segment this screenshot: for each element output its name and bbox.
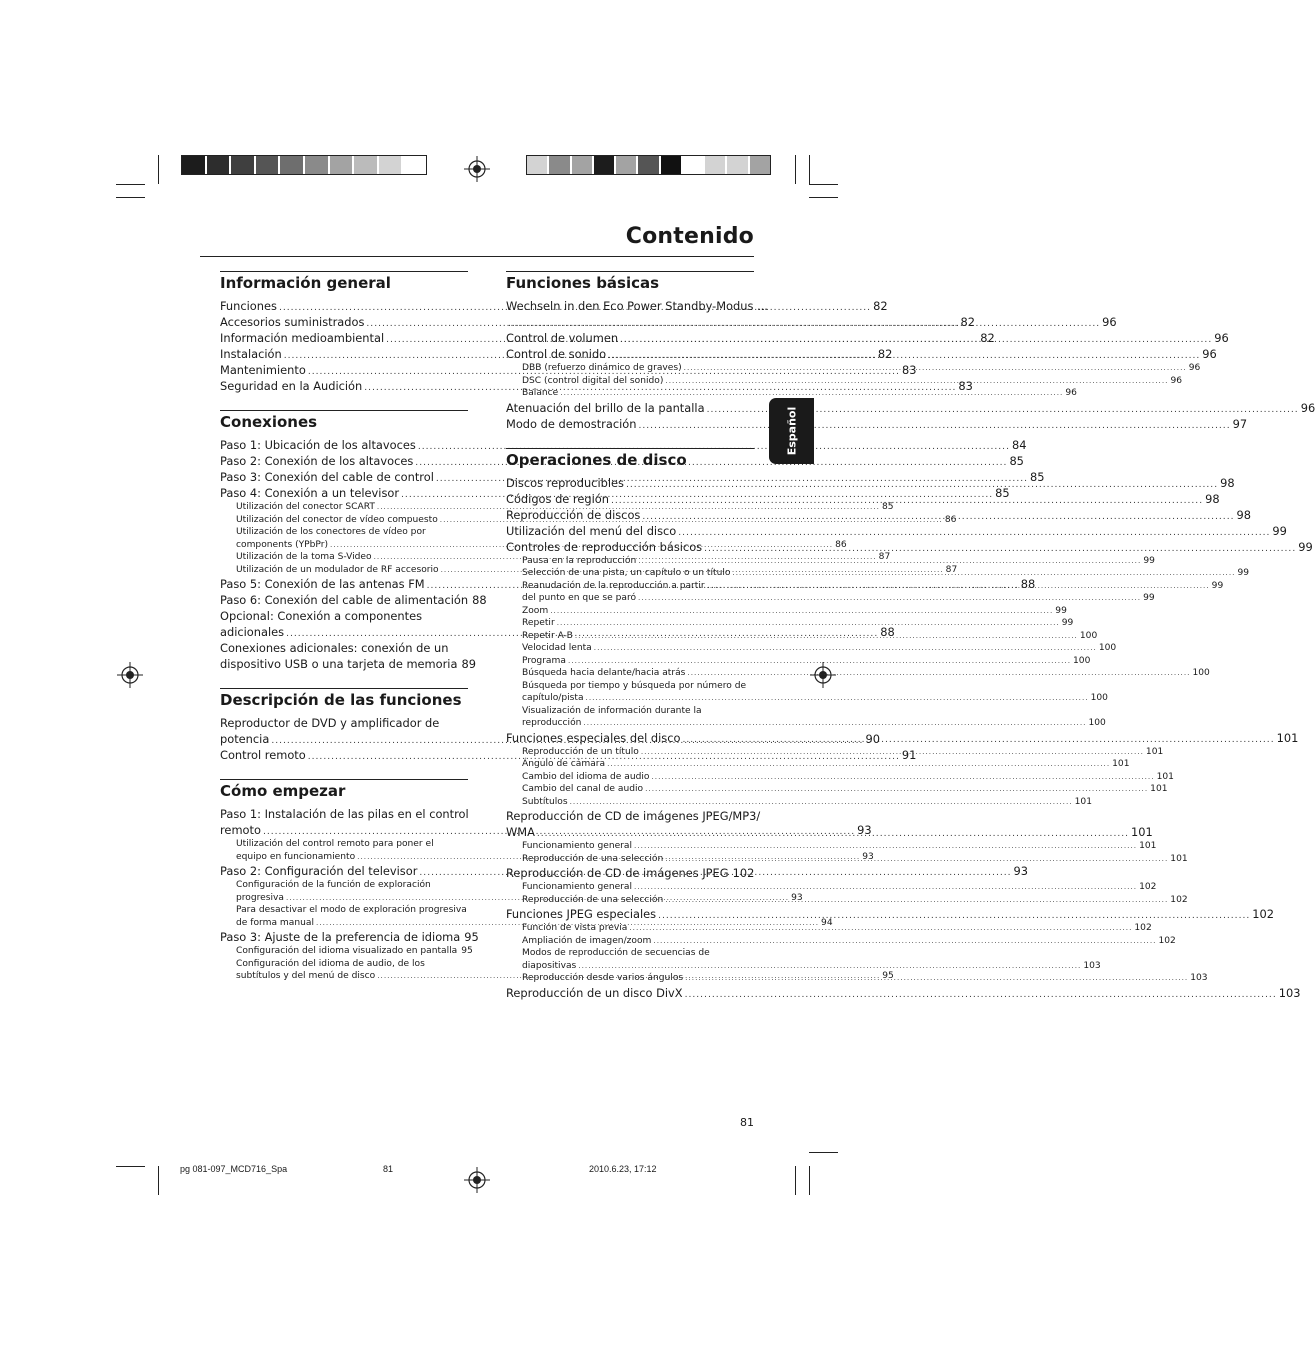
color-swatch <box>638 156 660 174</box>
toc-entry-page: 103 <box>1190 973 1208 983</box>
toc-entry-page: 99 <box>1298 539 1313 554</box>
toc-entry-text: Modos de reproducción de secuencias de <box>522 948 710 958</box>
toc-entry-text: Visualización de información durante la <box>522 705 702 716</box>
toc-entry-text: Velocidad lenta <box>522 643 592 653</box>
toc-entry-page: 101 <box>1139 841 1157 851</box>
toc-entry-page: 84 <box>1011 438 1027 452</box>
toc-entry-text: Balance <box>522 388 559 398</box>
toc-entry[interactable] <box>220 526 468 539</box>
toc-entry-page: 99 <box>1061 618 1074 628</box>
dot-leader <box>578 960 1081 973</box>
toc-entry-text: Paso 2: Configuración del televisor <box>220 864 418 878</box>
toc-entry-page: 101 <box>1131 825 1153 839</box>
toc-entry[interactable] <box>506 906 1275 922</box>
toc-entry-text: Control de sonido <box>506 347 607 361</box>
crop-mark <box>158 1166 159 1195</box>
toc-entry-text: Paso 3: Ajuste de la preferencia de idioma <box>220 930 461 944</box>
toc-entry-text: Ángulo de cámara <box>522 759 606 769</box>
toc-entry-page: 103 <box>1278 985 1301 1000</box>
toc-entry[interactable] <box>506 771 1174 784</box>
toc-entry-text: de forma manual <box>236 917 314 928</box>
dot-leader <box>629 922 1132 935</box>
dot-leader <box>645 783 1148 796</box>
dot-leader <box>550 605 1053 618</box>
color-calibration-bar-left <box>181 155 427 175</box>
dot-leader <box>665 375 1168 388</box>
dot-leader <box>687 667 1190 680</box>
dot-leader <box>557 617 1060 630</box>
color-swatch <box>403 156 426 174</box>
toc-entry-text: Utilización del conector de vídeo compuesto <box>236 514 438 525</box>
toc-entry[interactable] <box>220 656 476 672</box>
color-swatch <box>549 156 571 174</box>
toc-entry-page: 89 <box>461 657 476 671</box>
color-swatch <box>231 156 256 174</box>
toc-entry-text: Códigos de región <box>506 491 609 506</box>
language-tab-label: Español <box>785 406 798 456</box>
dot-leader <box>575 630 1078 643</box>
toc-entry-text: Mantenimiento <box>220 363 306 377</box>
toc-entry-text: Funcionamiento general <box>522 841 633 851</box>
color-swatch <box>527 156 549 174</box>
toc-entry-page: 101 <box>1156 771 1174 782</box>
toc-entry-text: Para desactivar el modo de exploración progresiva <box>236 905 467 915</box>
toc-entry-page: 102 <box>732 866 755 880</box>
toc-entry-text: Búsqueda hacia delante/hacia atrás <box>522 668 686 678</box>
toc-entry-page: 101 <box>1170 853 1188 864</box>
toc-entry[interactable] <box>220 958 468 971</box>
toc-entry-text: Instalación <box>220 347 282 361</box>
color-swatch <box>305 156 330 174</box>
toc-entry-text: Modo de demostración <box>506 416 637 431</box>
toc-entry-page: 83 <box>901 363 917 377</box>
toc-entry-text: Reproducción de discos <box>506 507 641 522</box>
toc-entry[interactable] <box>506 667 1210 680</box>
toc-entry[interactable] <box>506 796 1092 809</box>
toc-entry-page: 82 <box>873 299 888 313</box>
toc-entry[interactable] <box>220 879 468 892</box>
page-title: Contenido <box>625 224 754 249</box>
toc-entry-page: 96 <box>1102 315 1117 329</box>
toc-entry-text: Reanudación de la reproducción a partir <box>522 580 705 591</box>
toc-entry-text: diapositivas <box>522 960 577 971</box>
toc-entry-page: 87 <box>878 552 891 562</box>
footer-page: 81 <box>383 1164 394 1174</box>
toc-entry-page: 96 <box>1170 375 1183 386</box>
toc-entry-text: Conexiones adicionales: conexión de un <box>220 641 449 655</box>
color-swatch <box>750 156 770 174</box>
toc-entry[interactable] <box>220 314 976 330</box>
toc-entry-text: Búsqueda por tiempo y búsqueda por número de <box>522 680 747 691</box>
toc-entry[interactable] <box>506 642 1117 655</box>
page-number: 81 <box>740 1116 754 1129</box>
toc-entry-page: 103 <box>1083 960 1101 971</box>
toc-entry-text: Selección de una pista, un capítulo o un título <box>522 568 731 578</box>
dot-leader <box>652 771 1155 784</box>
toc-entry[interactable] <box>506 758 1130 771</box>
toc-entry-text: Paso 3: Conexión del cable de control <box>220 470 434 484</box>
toc-entry[interactable] <box>220 945 473 958</box>
toc-entry[interactable] <box>506 783 1168 796</box>
dot-leader <box>684 362 1187 375</box>
dot-leader <box>583 717 1086 730</box>
toc-entry-page: 101 <box>1150 784 1168 794</box>
toc-entry[interactable] <box>220 501 894 514</box>
toc-entry-page: 96 <box>1300 400 1315 415</box>
footer-timestamp: 2010.6.23, 17:12 <box>589 1164 657 1174</box>
toc-entry-page: 93 <box>1013 864 1029 878</box>
toc-entry-page: 85 <box>1030 470 1045 484</box>
footer-file-name: pg 081-097_MCD716_Spa <box>180 1164 288 1174</box>
toc-entry-page: 100 <box>1073 655 1091 666</box>
color-swatch <box>182 156 207 174</box>
toc-entry-text: Reproducción de CD de imágenes JPEG <box>506 866 729 880</box>
toc-entry-page: 96 <box>1188 363 1201 373</box>
toc-entry-page: 99 <box>1055 605 1067 616</box>
toc-entry-text: Seguridad en la Audición <box>220 379 363 393</box>
toc-entry-text: Wechseln in den Eco Power Standby-Modus ... <box>506 299 768 313</box>
toc-entry[interactable] <box>506 881 1157 894</box>
toc-entry[interactable] <box>506 655 1091 668</box>
toc-entry-text: Paso 4: Conexión a un televisor <box>220 486 400 500</box>
toc-entry-text: Controles de reproducción básicos <box>506 539 703 554</box>
dot-leader <box>607 758 1110 771</box>
toc-entry-text: del punto en que se paró <box>522 593 637 603</box>
toc-entry[interactable] <box>220 715 468 731</box>
crop-mark <box>795 155 796 184</box>
toc-entry-page: 88 <box>472 593 487 607</box>
dot-leader <box>638 418 1230 434</box>
toc-entry-text: Cambio del canal de audio <box>522 784 644 794</box>
toc-entry-text: equipo en funcionamiento <box>236 851 356 862</box>
toc-entry-text: Reproducción de un título <box>522 746 639 757</box>
toc-entry-text: Función de vista previa <box>522 923 628 933</box>
toc-entry[interactable] <box>506 717 1106 730</box>
dot-leader <box>568 655 1071 668</box>
toc-entry-page: 95 <box>461 946 473 956</box>
toc-entry-page: 102 <box>1252 907 1275 921</box>
toc-entry-page: 101 <box>1112 759 1130 769</box>
color-swatch <box>705 156 727 174</box>
toc-entry[interactable] <box>220 838 468 851</box>
toc-entry[interactable] <box>506 400 1315 416</box>
language-tab <box>769 398 814 464</box>
toc-entry[interactable] <box>506 692 1108 705</box>
toc-entry-page: 99 <box>1143 593 1155 603</box>
toc-entry-text: Reproducción de CD de imágenes JPEG/MP3/ <box>506 809 761 823</box>
toc-entry-page: 96 <box>1214 331 1229 345</box>
crop-mark <box>809 184 838 185</box>
toc-entry[interactable] <box>506 298 768 314</box>
toc-entry-page: 85 <box>1009 454 1024 468</box>
toc-entry-text: Funcionamiento general <box>522 882 633 892</box>
color-swatch <box>256 156 281 174</box>
toc-entry-page: 86 <box>944 514 957 525</box>
toc-entry-text: Paso 5: Conexión de las antenas FM <box>220 577 425 591</box>
color-calibration-bar-right <box>526 155 771 175</box>
crop-mark <box>809 1166 810 1195</box>
color-swatch <box>727 156 749 174</box>
toc-entry-text: Pausa en la reproducción <box>522 555 637 566</box>
toc-entry-page: 87 <box>945 564 958 575</box>
toc-entry-text: dispositivo USB o una tarjeta de memoria <box>220 657 458 671</box>
toc-entry-page: 99 <box>1143 555 1155 566</box>
toc-entry[interactable] <box>506 808 761 824</box>
toc-entry-text: Configuración del idioma visualizado en pantalla <box>236 946 458 956</box>
toc-entry-text: remoto <box>220 823 261 837</box>
color-swatch <box>207 156 232 174</box>
toc-entry-page: 100 <box>1079 630 1098 641</box>
toc-entry-page: 102 <box>1134 923 1152 933</box>
toc-entry-text: Accesorios suministrados <box>220 315 365 329</box>
registration-mark-icon <box>464 156 490 182</box>
toc-entry-page: 88 <box>880 625 895 639</box>
toc-entry-text: Paso 2: Conexión de los altavoces <box>220 454 414 468</box>
toc-entry-page: 93 <box>857 823 872 837</box>
dot-leader <box>678 525 1270 541</box>
toc-entry-page: 101 <box>1145 746 1164 757</box>
toc-entry-page: 94 <box>821 917 833 928</box>
toc-entry-text: Subtítulos <box>522 796 568 807</box>
toc-entry-text: DSC (control digital del sonido) <box>522 375 664 386</box>
toc-entry-page: 100 <box>1090 693 1108 703</box>
toc-entry-text: Discos reproducibles <box>506 475 624 490</box>
toc-entry[interactable] <box>220 929 479 945</box>
toc-entry[interactable] <box>220 640 468 656</box>
section-title: Información general <box>220 271 468 292</box>
color-swatch <box>379 156 404 174</box>
toc-entry-text: Paso 1: Instalación de las pilas en el control <box>220 807 469 821</box>
toc-entry-text: progresiva <box>236 892 284 903</box>
color-swatch <box>280 156 305 174</box>
toc-entry[interactable] <box>506 947 754 960</box>
toc-entry-text: Paso 6: Conexión del cable de alimentación <box>220 593 469 607</box>
color-swatch <box>661 156 683 174</box>
dot-leader <box>665 853 1168 866</box>
toc-entry-page: 97 <box>1232 416 1248 431</box>
toc-entry[interactable] <box>506 865 754 881</box>
toc-entry-page: 99 <box>1237 568 1250 578</box>
dot-leader <box>641 746 1144 759</box>
toc-entry-text: Reproducción de una selección <box>522 853 664 864</box>
toc-entry-text: Programa <box>522 655 566 666</box>
toc-entry-text: Repetir A-B <box>522 630 573 641</box>
toc-entry-text: Zoom <box>522 605 549 616</box>
toc-entry-page: 100 <box>1192 668 1210 678</box>
title-rule <box>200 256 754 257</box>
toc-entry-text: WMA <box>506 825 535 839</box>
toc-entry[interactable] <box>506 416 1248 432</box>
toc-entry-page: 102 <box>1139 882 1157 892</box>
toc-entry[interactable] <box>220 608 468 624</box>
dot-leader <box>638 555 1141 568</box>
crop-mark <box>809 197 838 198</box>
toc-entry-page: 99 <box>1272 523 1287 538</box>
toc-entry-page: 100 <box>1098 643 1117 653</box>
toc-entry-page: 102 <box>1158 935 1176 946</box>
toc-entry[interactable] <box>506 617 1074 630</box>
color-swatch <box>572 156 594 174</box>
crop-mark <box>116 184 145 185</box>
toc-entry-text: Utilización de la toma S-Video <box>236 552 372 562</box>
toc-entry[interactable] <box>220 904 468 917</box>
section-title: Descripción de las funciones <box>220 688 468 709</box>
dot-leader <box>634 881 1137 894</box>
toc-entry[interactable] <box>506 680 754 693</box>
toc-entry-page: 98 <box>1205 491 1220 506</box>
toc-entry-text: capítulo/pista <box>522 693 584 703</box>
toc-entry[interactable] <box>506 935 1176 948</box>
toc-entry[interactable] <box>506 387 1077 400</box>
color-swatch <box>594 156 616 174</box>
toc-entry-text: Funciones <box>220 299 277 313</box>
toc-entry[interactable] <box>220 806 468 822</box>
crop-mark <box>809 155 810 184</box>
toc-entry-text: Configuración de la función de exploración <box>236 880 431 890</box>
crop-mark <box>158 155 159 184</box>
toc-entry-text: Reproducción de un disco DivX <box>506 985 683 1000</box>
toc-entry-page: 101 <box>1074 796 1092 807</box>
toc-entry-text: Utilización de los conectores de vídeo por <box>236 527 426 537</box>
section-title: Funciones básicas <box>506 271 754 292</box>
toc-entry-text: Reproducción de una selección <box>522 894 664 905</box>
toc-entry-page: 82 <box>980 331 995 345</box>
toc-entry-page: 83 <box>958 379 973 393</box>
toc-entry-text: potencia <box>220 732 270 746</box>
dot-leader <box>586 692 1089 705</box>
dot-leader <box>634 840 1137 853</box>
toc-entry-page: 98 <box>1220 475 1235 490</box>
toc-entry-page: 86 <box>835 539 847 550</box>
section-title: Operaciones de disco <box>506 448 754 469</box>
toc-entry-page: 95 <box>464 930 479 944</box>
toc-entry[interactable] <box>506 960 1101 973</box>
toc-entry[interactable] <box>506 985 1301 1001</box>
toc-entry-text: Atenuación del brillo de la pantalla <box>506 400 705 415</box>
toc-entry-text: Funciones especiales del disco <box>506 730 681 745</box>
toc-entry-text: Funciones JPEG especiales <box>506 907 657 921</box>
dot-leader <box>732 567 1235 580</box>
crop-mark <box>116 197 145 198</box>
toc-entry-page: 99 <box>1211 580 1224 591</box>
toc-entry[interactable] <box>506 523 1287 539</box>
toc-entry-text: components (YPbPr) <box>236 539 329 550</box>
dot-leader <box>594 642 1097 655</box>
toc-entry-text: Opcional: Conexión a componentes <box>220 609 423 623</box>
toc-entry[interactable] <box>220 592 487 608</box>
toc-entry-page: 101 <box>1276 730 1299 745</box>
toc-entry-text: reproducción <box>522 718 582 728</box>
color-swatch <box>330 156 355 174</box>
toc-entry-page: 96 <box>1065 388 1077 398</box>
toc-entry[interactable] <box>506 705 754 718</box>
crop-mark <box>809 1152 838 1153</box>
toc-entry-page: 98 <box>1236 507 1251 522</box>
toc-entry-text: Utilización del control remoto para poner el <box>236 839 434 849</box>
toc-entry-page: 82 <box>960 315 976 329</box>
toc-entry-text: Reproducción desde varios ángulos <box>522 973 684 983</box>
toc-entry-text: Utilización del conector SCART <box>236 502 375 512</box>
toc-entry-page: 102 <box>1170 894 1188 905</box>
toc-entry-page: 91 <box>901 748 917 762</box>
toc-entry[interactable] <box>506 840 1157 853</box>
registration-mark-icon <box>117 662 143 688</box>
toc-entry-text: Utilización de un modulador de RF accesorio <box>236 564 439 575</box>
toc-entry-page: 85 <box>995 486 1010 500</box>
toc-entry-text: DBB (refuerzo dinámico de graves) <box>522 363 682 373</box>
toc-entry-page: 90 <box>865 732 880 746</box>
toc-entry-text: Ampliación de imagen/zoom <box>522 935 652 946</box>
color-swatch <box>683 156 705 174</box>
color-swatch <box>354 156 379 174</box>
toc-entry-page: 100 <box>1088 718 1106 728</box>
toc-entry-text: Paso 1: Ubicación de los altavoces <box>220 438 416 452</box>
toc-entry-page: 93 <box>791 892 803 903</box>
dot-leader <box>707 580 1210 593</box>
registration-mark-icon <box>464 1167 490 1193</box>
color-swatch <box>616 156 638 174</box>
toc-entry-text: adicionales <box>220 625 285 639</box>
toc-entry-page: 88 <box>1020 577 1036 591</box>
toc-entry-page: 93 <box>862 851 874 862</box>
dot-leader <box>653 935 1156 948</box>
toc-entry-text: Utilización del menú del disco <box>506 523 677 538</box>
toc-entry-page: 95 <box>882 971 894 981</box>
crop-mark <box>795 1166 796 1195</box>
toc-entry-text: Control de volumen <box>506 331 619 345</box>
toc-entry-text: Información medioambiental <box>220 331 385 345</box>
crop-mark <box>116 1166 145 1167</box>
toc-entry-text: Cambio del idioma de audio <box>522 771 650 782</box>
section-title: Conexiones <box>220 410 468 431</box>
dot-leader <box>638 592 1141 605</box>
dot-leader <box>570 796 1073 809</box>
toc-entry-page: 85 <box>881 502 894 512</box>
toc-entry[interactable] <box>220 437 1027 453</box>
toc-entry-text: Repetir <box>522 618 555 628</box>
toc-entry-page: 82 <box>877 347 893 361</box>
toc-entry[interactable] <box>506 592 1155 605</box>
dot-leader <box>685 972 1188 985</box>
dot-leader <box>685 987 1277 1003</box>
toc-entry-text: Control remoto <box>220 748 306 762</box>
toc-entry-text: Reproductor de DVD y amplificador de <box>220 716 440 730</box>
section-title: Cómo empezar <box>220 779 468 800</box>
dot-leader <box>665 894 1168 907</box>
toc-entry-text: Configuración del idioma de audio, de los <box>236 958 425 969</box>
toc-entry-text: subtítulos y del menú de disco <box>236 971 376 981</box>
toc-entry-page: 96 <box>1202 347 1217 361</box>
toc-entry[interactable] <box>506 605 1067 618</box>
